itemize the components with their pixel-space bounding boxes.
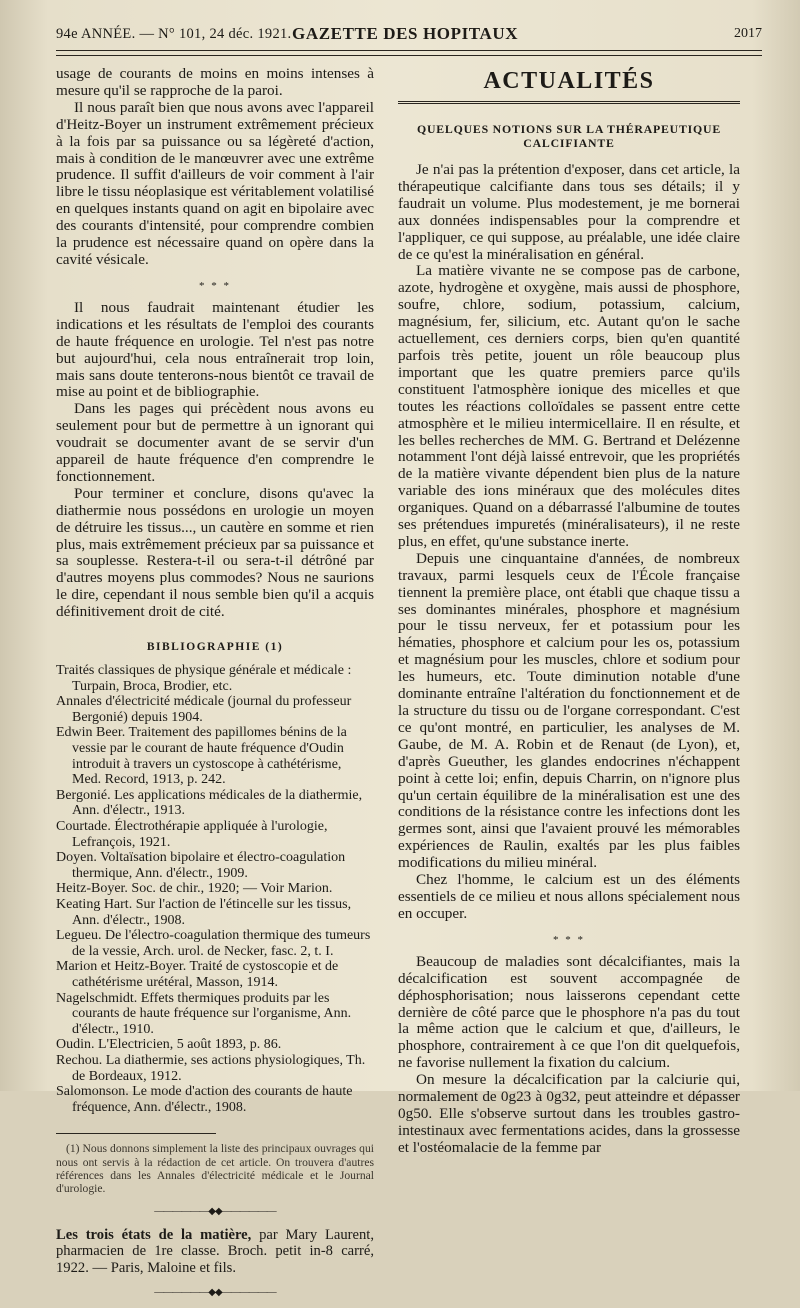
book-details: par Mary Laurent, pharmacien de 1re classe. Broch. petit in-8 carré, 1922. — Paris, Maloine et fils. [56, 1227, 374, 1276]
bibliography-list [56, 663, 374, 1115]
bibliography-entry: Edwin Beer. Traitement des papillomes bénins de la vessie par le courant de haute fréquence d'Oudin introduit à travers un cystoscope à cathétérisme, Med. Record, 1913, p. 242. [56, 725, 347, 788]
paragraph: On mesure la décalcification par la calciurie qui, normalement de 0g23 à 0g32, peut atteindre et dépasser 0g50. Elle s'observe surtout dans les troubles gastro-intestinaux avec fermentations acides, dans la grossesse et l'ostéomalacie de la femme par [398, 1071, 740, 1156]
title-rule-thin [398, 103, 740, 104]
running-header [56, 22, 762, 46]
bibliography-entry: Heitz-Boyer. Soc. de chir., 1920; — Voir Marion. [56, 881, 333, 897]
section-title: ACTUALITÉS [483, 68, 655, 94]
article-title: QUELQUES NOTIONS SUR LA THÉRAPEUTIQUE CALCIFIANTE [416, 122, 722, 150]
issue-info: 94e ANNÉE. — N° 101, 24 déc. 1921. [56, 26, 292, 42]
bibliography-entry: Bergonié. Les applications médicales de la diathermie, Ann. d'électr., 1913. [56, 787, 363, 819]
book-title: Les trois états de la matière, [56, 1227, 252, 1244]
footnote: (1) Nous donnons simplement la liste des principaux ouvrages qui nous ont servis à la rédaction de cet article. On trouvera d'autres références dans les Annales d'électricité médicale et le Journal d'urologie. [56, 1142, 374, 1195]
paragraph: Depuis une cinquantaine d'années, de nombreux travaux, parmi lesquels ceux de l'École française tiennent la première place, ont établi que chaque tissu a ses dominantes minérales, phosphore et magnésium pour le tissu nerveux, fer et potassium pour les hématies, phosphore et calcium pour les os, potassium et magnésium pour les muscles, chlore et sodium pour les humeurs, etc. Toute diminution notable d'une dominante entraîne l'altération du fonctionnement et de la structure du tissu ou de l'organe correspondant. C'est ce qu'ont montré, en particulier, les analyses de M. Gaube, de M. A. Robin et de Renaut (de Lyon), et, d'après Gueuther, les glandes endocrines n'échappent point à cette loi; enfin, depuis Charrin, on n'ignore plus qu'un certain équilibre de la minéralisation est une des conditions de la résistance contre les infections dont les germes sont, ainsi que l'avaient prouvé les mémorables expériences de Raulin, exaltés par les plus faibles modifications du milieu minéral. [398, 549, 740, 872]
bibliography-title: BIBLIOGRAPHIE (1) [146, 641, 284, 654]
paragraph: Beaucoup de maladies sont décalcifiantes, mais la décalcification est souvent accompagnée de déphosphorisation; nous laisserons cependant cette dernière de côté parce que le phosphore n'a pas du tout la même action que le calcium et que, d'ailleurs, le phosphore, contrairement à ce que l'on dit quelquefois, ne favorise nullement la fixation du calcium. [398, 952, 740, 1072]
header-rule [56, 50, 762, 51]
journal-title: GAZETTE DES HOPITAUX [292, 24, 519, 43]
bibliography-entry: Nagelschmidt. Effets thermiques produits par les courants de haute fréquence sur l'organisme, Ann. d'électr., 1910. [56, 990, 352, 1037]
left-column [56, 66, 374, 1308]
section-separator: * * * [553, 933, 585, 946]
bibliography-entry: Oudin. L'Electricien, 5 août 1893, p. 86. [56, 1037, 282, 1053]
paragraph: Pour terminer et conclure, disons qu'avec la diathermie nous possédons en urologie un moyen de détruire les tissus..., un cautère en somme et rien plus, mais extrêmement précieux par sa puissance et sa souplesse. Restera-t-il ou sera-t-il détrôné par d'autres moyens plus commodes? Nous ne saurions le dire, cependant il nous semble bien qu'il a acquis définitivement droit de cité. [56, 484, 374, 621]
header-rule-thin [56, 55, 762, 56]
bibliography-entry: Doyen. Voltaïsation bipolaire et électro-coagulation thermique, Ann. d'électr., 1909. [56, 850, 346, 881]
paragraph: Chez l'homme, le calcium est un des éléments essentiels de ce milieu et nous allons spécialement nous en occuper. [398, 871, 740, 922]
bibliography-entry: Courtade. Électrothérapie appliquée à l'urologie, Lefrançois, 1921. [56, 819, 328, 850]
footnote-rule [56, 1133, 216, 1134]
bibliography-entry: Keating Hart. Sur l'action de l'étincelle sur les tissus, Ann. d'électr., 1908. [56, 897, 352, 928]
paragraph: Il nous paraît bien que nous avons avec l'appareil d'Heitz-Boyer un instrument extrêmement précieux à la fois par sa puissance ou sa légèreté d'action, mais à condition de le manœuvrer avec une extrême prudence. Il suffit d'ailleurs de voir comment à l'air libre le tissu néoplasique est véritablement volatilisé en quelques instants quand on agit en bipolaire avec des courants d'intensité, pour comprendre combien la prudence est nécessaire quand on opère dans la cavité vésicale. [56, 98, 375, 268]
right-column [398, 66, 740, 1157]
bibliography-entry: Traités classiques de physique générale et médicale : Turpain, Broca, Brodier, etc. [56, 663, 352, 694]
paragraph: usage de courants de moins en moins intenses à mesure qu'il se rapproche de la paroi. [56, 65, 374, 99]
paragraph: La matière vivante ne se compose pas de carbone, azote, hydrogène et oxygène, mais aussi de phosphore, soufre, chlore, sodium, potassium, calcium, magnésium, fer, silicium, etc. Autant qu'on le sache actuellement, ces derniers corps, bien qu'en quantité parfois très petite, jouent un rôle beaucoup plus important que les quatre premiers parce qu'ils constituent l'atmosphère ionique des micelles et que toutes les réactions colloïdales se passent entre cette atmosphère et le milieu intermicellaire. Il en résulte, et les belles recherches de MM. G. Bertrand et Delézenne notamment l'ont déjà laissé entrevoir, que les propriétés de la matière vivante dépendent bien plus de la nature variable des ions minéraux que des molécules dites organiques. Quand on a débarrassé l'albumine de toutes ses prétendues impuretés (minéralisateurs), il ne reste plus, en effet, qu'une substance inerte. [398, 262, 740, 550]
ornament-divider: ——————◆◆—————— [154, 1206, 276, 1218]
book-notice [56, 1227, 374, 1276]
bibliography-entry: Marion et Heitz-Boyer. Traité de cystoscopie et de cathétérisme urétéral, Masson, 1914. [56, 959, 339, 990]
page-number: 2017 [734, 26, 762, 41]
ornament-divider: ——————◆◆—————— [154, 1286, 276, 1298]
paragraph: Il nous faudrait maintenant étudier les indications et les résultats de l'emploi des courants de haute fréquence en urologie. Tel n'est pas notre but aujourd'hui, cela nous entraînerait trop loin, mais sans doute tenterons-nous bientôt ce travail de mise au point et de bibliographie. [56, 298, 374, 401]
bibliography-entry: Annales d'électricité médicale (journal du professeur Bergonié) depuis 1904. [56, 694, 352, 725]
paragraph: Je n'ai pas la prétention d'exposer, dans cet article, la thérapeutique calcifiante dans tous ses détails; il y faudrait un volume. Plus modestement, je me bornerai aux données indispensables pour la comprendre et l'appliquer, ce qui suppose, au préalable, une idée claire de ce qu'est la minéralisation en général. [398, 161, 740, 263]
bibliography-entry: Rechou. La diathermie, ses actions physiologiques, Th. de Bordeaux, 1912. [56, 1052, 366, 1084]
section-separator: * * * [199, 279, 231, 292]
bibliography-entry: Salomonson. Le mode d'action des courants de haute fréquence, Ann. d'électr., 1908. [56, 1084, 353, 1115]
paragraph: Dans les pages qui précèdent nous avons eu seulement pour but de permettre à un ignorant qui voudrait se documenter avant de se servir d'un appareil de haute fréquence d'en comprendre le fonctionnement. [56, 400, 374, 485]
title-rule [398, 101, 740, 102]
bibliography-entry: Legueu. De l'électro-coagulation thermique des tumeurs de la vessie, Arch. urol. de Necker, fasc. 2, t. I. [56, 928, 371, 959]
